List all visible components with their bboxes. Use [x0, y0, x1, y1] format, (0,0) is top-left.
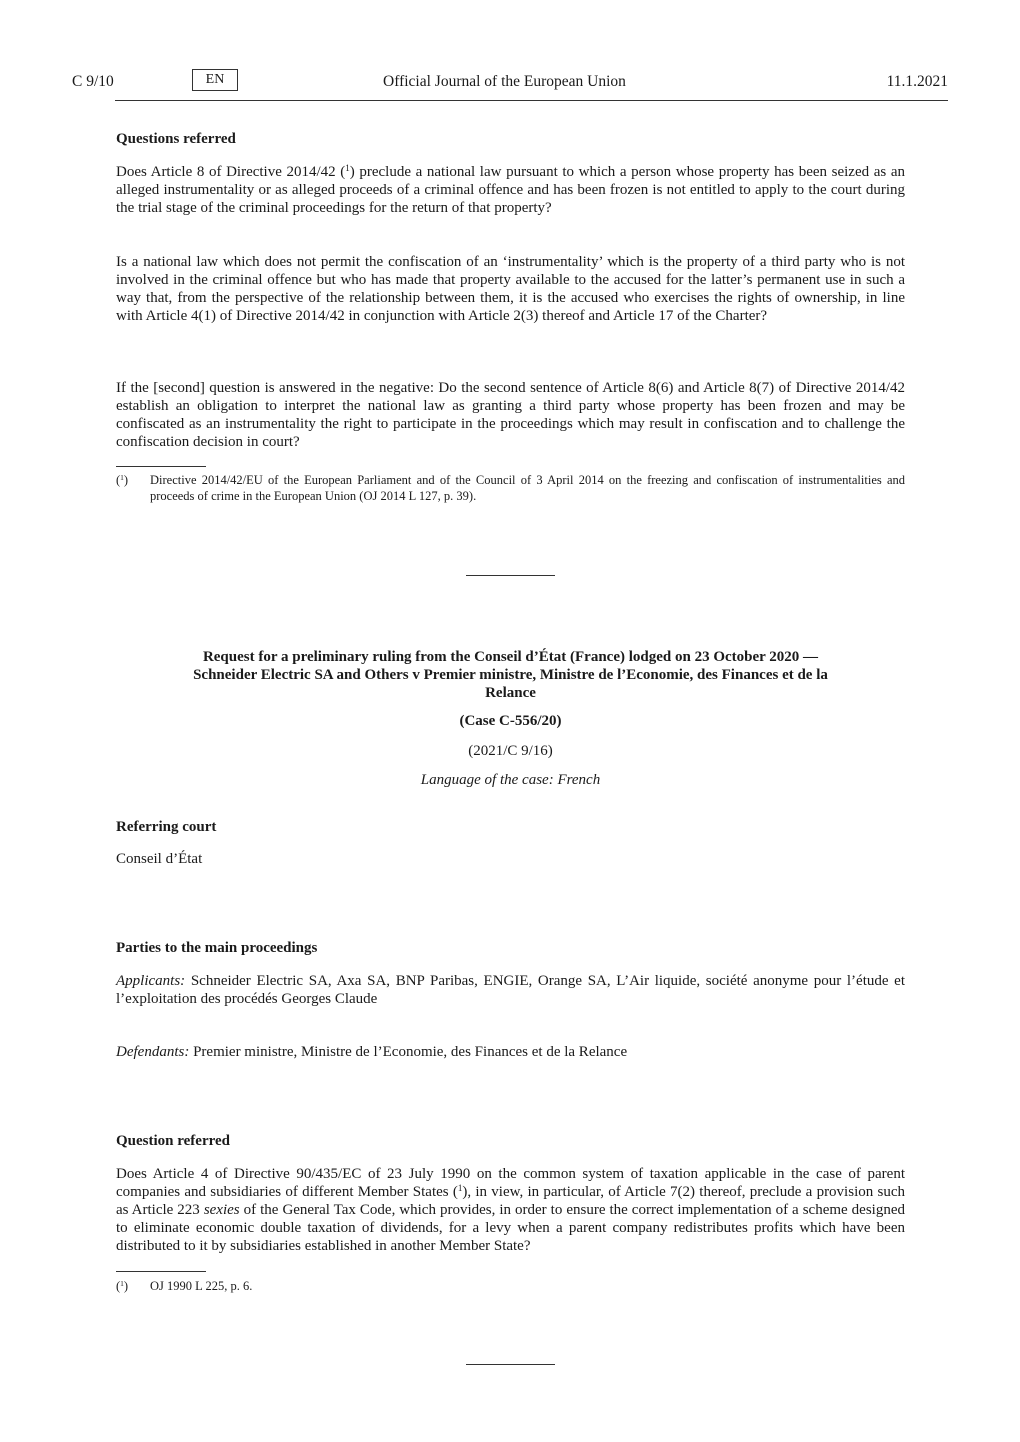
- journal-title: Official Journal of the European Union: [383, 73, 626, 90]
- question-referred-heading: Question referred: [116, 1133, 231, 1149]
- question-referred: Does Article 4 of Directive 90/435/EC of 23 July 1990 on the common system of taxation applicable in the case of parent companies and subsidiaries of different Member States ($^1$), in view, in particular, of Article 7(2) thereof, preclude a provision such as Article 223 sexies of the General Tax Code, which provides, in order to ensure the correct implementation of a scheme designed to eliminate economic double taxation of dividends, for a levy when a parent company redistributes profits which have been distributed to it by subsidiaries established in another Member State?: [116, 1166, 905, 1254]
- section-separator: [466, 1364, 555, 1365]
- footnote: ($^1$) Directive 2014/42/EU of the European Parliament and of the Council of 3 April 2014 on the freezing and confiscation of instrumentalities and proceeds of crime in the European Union (OJ 2014 L 127, p. 39).: [116, 472, 905, 503]
- publication-reference: (2021/C 9/16): [468, 743, 553, 759]
- case-title-line-1: Request for a preliminary ruling from the Conseil d’État (France) lodged on 23 October 2020 —: [202, 649, 819, 665]
- header-rule: [115, 100, 948, 101]
- applicants: Applicants: Schneider Electric SA, Axa SA, BNP Paribas, ENGIE, Orange SA, L’Air liquide, société anonyme pour l’étude et l’exploitation des procédés Georges Claude: [116, 973, 905, 1007]
- question-3: If the [second] question is answered in the negative: Do the second sentence of Article 8(6) and Article 8(7) of Directive 2014/42 establish an obligation to interpret the national law as granting a third party whose property has been frozen and may be confiscated as an instrumentality the right to participate in the proceedings which may result in confiscation and to challenge the confiscation decision in court?: [116, 380, 905, 450]
- footnote: ($^1$) OJ 1990 L 225, p. 6.: [116, 1278, 253, 1293]
- case-title-line-3: Relance: [485, 685, 536, 701]
- footnote-ref[interactable]: 1: [345, 163, 350, 174]
- case-title-line-2: Schneider Electric SA and Others v Premier ministre, Ministre de l’Economie, des Finances et de la: [193, 667, 828, 683]
- language-of-case: Language of the case: French: [420, 772, 601, 788]
- language-code-box: EN: [192, 69, 238, 91]
- defendants: Defendants: Premier ministre, Ministre de l’Economie, des Finances et de la Relance: [116, 1044, 628, 1060]
- footnote-ref[interactable]: 1: [457, 1183, 463, 1194]
- case-number: (Case C-556/20): [459, 713, 562, 729]
- section-separator: [466, 575, 555, 576]
- publication-date: 11.1.2021: [886, 73, 948, 90]
- question-1: Does Article 8 of Directive 2014/42 ($^1$) preclude a national law pursuant to which a person whose property has been seized as an alleged instrumentality or as alleged proceeds of a criminal offence and has been frozen is not entitled to apply to the court during the trial stage of the criminal proceedings for the return of that property?: [116, 163, 905, 216]
- referring-court: Conseil d’État: [116, 851, 203, 867]
- footnote-rule: [116, 1271, 206, 1272]
- footnote-rule: [116, 466, 206, 467]
- referring-court-heading: Referring court: [116, 819, 217, 835]
- question-2: Is a national law which does not permit the confiscation of an ‘instrumentality’ which is the property of a third party who is not involved in the criminal offence but who has made that property available to the accused for the latter’s permanent use in such a way that, from the perspective of the relationship between them, it is the accused who exercises the rights of ownership, in line with Article 4(1) of Directive 2014/42 in conjunction with Article 2(3) thereof and Article 17 of the Charter?: [116, 254, 905, 324]
- page-reference: C 9/10: [72, 73, 114, 90]
- parties-heading: Parties to the main proceedings: [116, 940, 318, 956]
- questions-referred-heading: Questions referred: [116, 131, 236, 147]
